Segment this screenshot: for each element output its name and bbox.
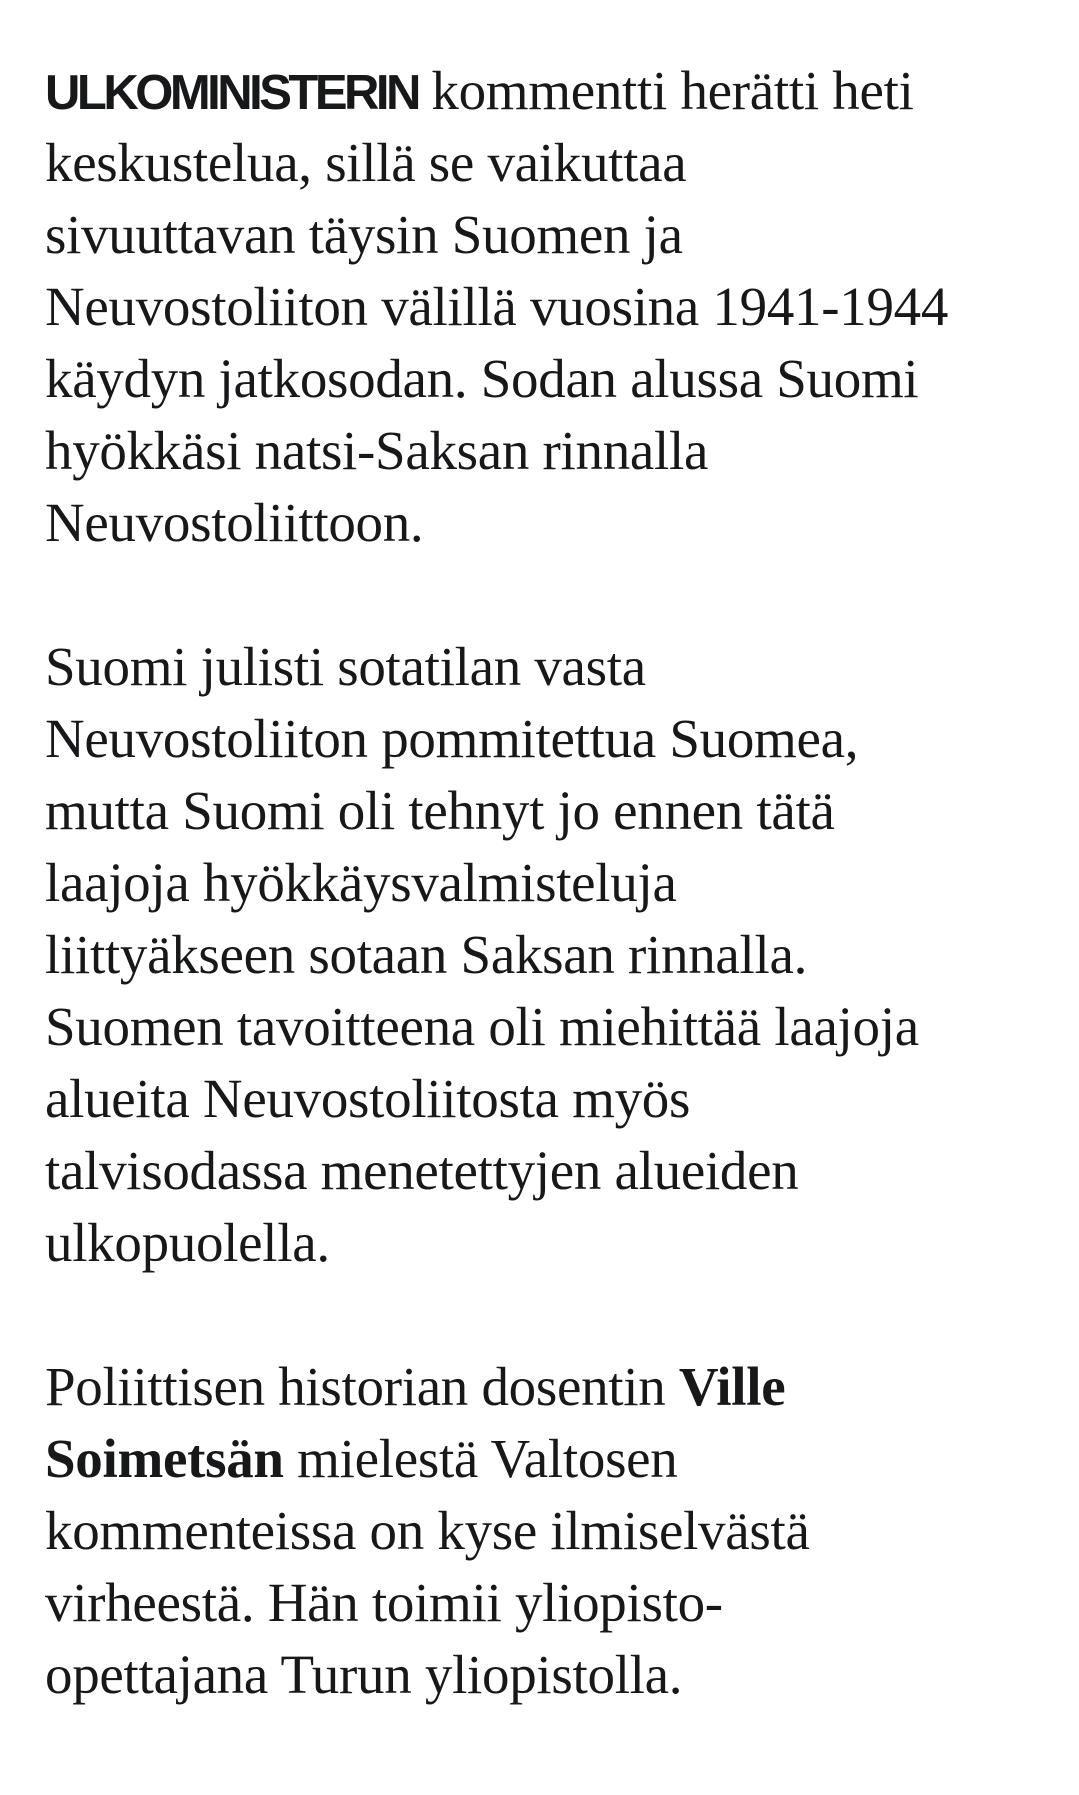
text-line xyxy=(45,415,1059,487)
body-text: hyökkäsi natsi-Saksan rinnalla xyxy=(45,420,709,481)
paragraph-3 xyxy=(45,1351,1059,1711)
body-text: Suomen tavoitteena oli miehittää laajoja xyxy=(45,996,919,1057)
body-text: keskustelua, sillä se vaikuttaa xyxy=(45,132,687,193)
text-line xyxy=(45,991,1059,1063)
body-text: Poliittisen historian dosentin xyxy=(45,1356,679,1417)
text-line xyxy=(45,1495,1059,1567)
body-text: mutta Suomi oli tehnyt jo ennen tätä xyxy=(45,780,835,841)
body-text: ulkopuolella. xyxy=(45,1212,330,1273)
body-text: Suomi julisti sotatilan vasta xyxy=(45,636,646,697)
lead-word: ULKOMINISTERIN xyxy=(45,66,418,120)
text-line xyxy=(45,1207,1059,1279)
text-line xyxy=(45,631,1059,703)
paragraph-1 xyxy=(45,55,1059,559)
text-line xyxy=(45,1567,1059,1639)
paragraph-2 xyxy=(45,631,1059,1279)
text-line xyxy=(45,919,1059,991)
text-line xyxy=(45,199,1059,271)
text-line xyxy=(45,775,1059,847)
body-text: virheestä. Hän toimii yliopisto- xyxy=(45,1572,723,1633)
text-line xyxy=(45,1639,1059,1711)
text-line xyxy=(45,55,1059,127)
body-text: opettajana Turun yliopistolla. xyxy=(45,1644,683,1705)
text-line xyxy=(45,1135,1059,1207)
body-text: Neuvostoliiton pommitettua Suomea, xyxy=(45,708,859,769)
person-name: Soimetsän xyxy=(45,1428,284,1489)
body-text: kommenteissa on kyse ilmiselvästä xyxy=(45,1500,810,1561)
text-line xyxy=(45,127,1059,199)
body-text: Neuvostoliiton välillä vuosina 1941-1944 xyxy=(45,276,949,337)
text-line xyxy=(45,1423,1059,1495)
body-text: käydyn jatkosodan. Sodan alussa Suomi xyxy=(45,348,919,409)
text-line xyxy=(45,271,1059,343)
body-text: alueita Neuvostoliitosta myös xyxy=(45,1068,691,1129)
body-text: kommentti herätti heti xyxy=(417,60,914,121)
text-line xyxy=(45,847,1059,919)
body-text: talvisodassa menetettyjen alueiden xyxy=(45,1140,799,1201)
body-text: Neuvostoliittoon. xyxy=(45,492,424,553)
text-line xyxy=(45,1351,1059,1423)
body-text: liittyäkseen sotaan Saksan rinnalla. xyxy=(45,924,808,985)
body-text: mielestä Valtosen xyxy=(283,1428,678,1489)
person-name: Ville xyxy=(678,1356,786,1417)
text-line xyxy=(45,487,1059,559)
text-line xyxy=(45,1063,1059,1135)
body-text: sivuuttavan täysin Suomen ja xyxy=(45,204,683,265)
body-text: laajoja hyökkäysvalmisteluja xyxy=(45,852,677,913)
text-line xyxy=(45,343,1059,415)
text-line xyxy=(45,703,1059,775)
